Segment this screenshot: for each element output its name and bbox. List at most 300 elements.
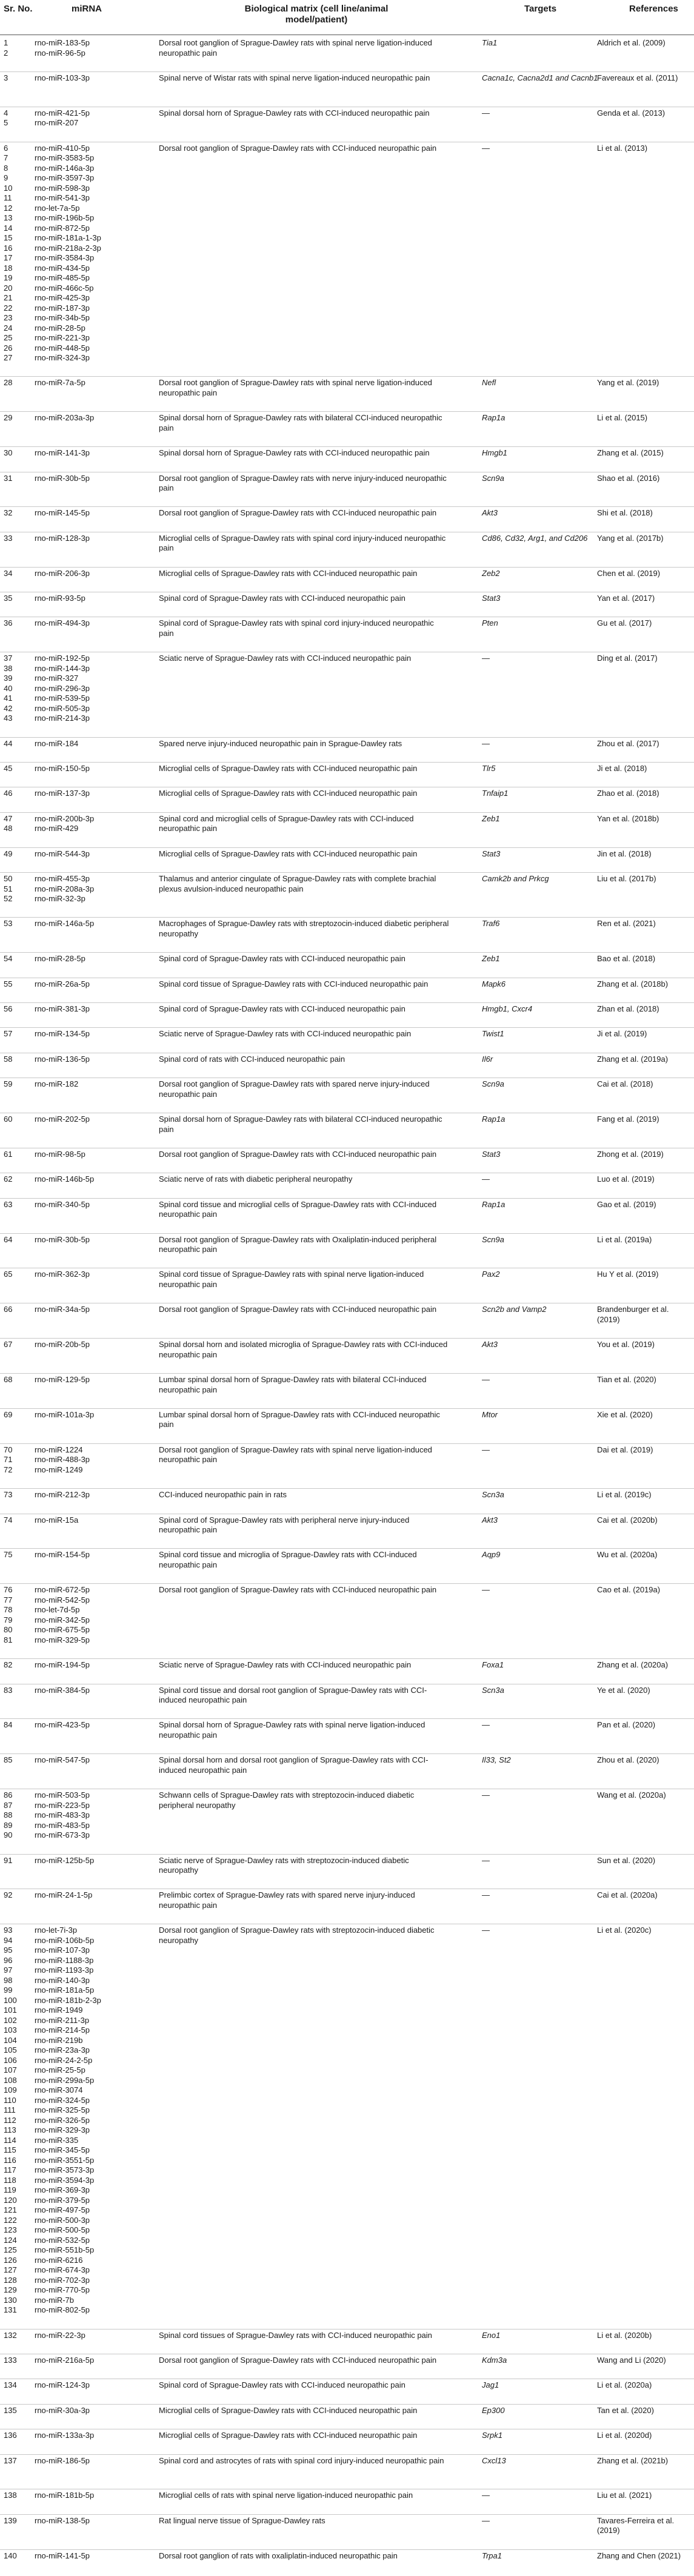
reference-cell <box>597 1585 693 1595</box>
sr-no: 138 <box>4 2491 17 2500</box>
row-divider <box>0 762 694 763</box>
sr-no-cell <box>4 38 34 58</box>
biological-matrix-cell <box>159 1856 450 1876</box>
table-row <box>0 917 694 952</box>
mirna-cell <box>35 954 150 964</box>
sr-no: 127 <box>4 2265 17 2275</box>
sr-no: 2 <box>4 48 8 58</box>
reference-cell <box>597 1174 693 1185</box>
row-divider <box>0 1338 694 1339</box>
reference-text: Hu Y et al. (2019) <box>597 1270 659 1279</box>
sr-no: 12 <box>4 203 13 213</box>
sr-no: 126 <box>4 2255 17 2265</box>
reference-text: Zhang et al. (2018b) <box>597 979 669 988</box>
biological-matrix-text: Sciatic nerve of Sprague-Dawley rats with streptozocin-induced diabetic neuropathy <box>159 1855 409 1875</box>
reference-text: Fang et al. (2019) <box>597 1114 659 1124</box>
biological-matrix-cell <box>159 1375 450 1395</box>
biological-matrix-cell <box>159 144 450 154</box>
mirna-name: rno-miR-296-3p <box>35 683 90 693</box>
table-row <box>0 2489 694 2514</box>
sr-no: 105 <box>4 2045 17 2055</box>
mirna-name: rno-miR-505-3p <box>35 703 90 713</box>
biological-matrix-text: Spinal cord and astrocytes of rats with spinal cord injury-induced neuropathic pain <box>159 2455 444 2465</box>
targets-text: Pten <box>482 618 498 628</box>
mirna-cell <box>35 1150 150 1160</box>
mirna-name: rno-miR-466c-5p <box>35 283 94 293</box>
sr-no-cell <box>4 1235 34 1245</box>
targets-text: Foxa1 <box>482 1660 504 1670</box>
targets-cell <box>482 618 606 629</box>
sr-no: 24 <box>4 323 13 333</box>
sr-no-cell <box>4 1755 34 1766</box>
mirna-name: rno-let-7i-3p <box>35 1925 78 1935</box>
reference-cell <box>597 1150 693 1160</box>
reference-text: Zhan et al. (2018) <box>597 1004 659 1014</box>
reference-text: Li et al. (2013) <box>597 143 648 153</box>
targets-cell <box>482 1755 606 1766</box>
sr-no: 56 <box>4 1004 13 1014</box>
sr-no-cell <box>4 594 34 604</box>
reference-text: Zhong et al. (2019) <box>597 1149 664 1159</box>
reference-text: Li et al. (2020d) <box>597 2431 652 2440</box>
mirna-name: rno-miR-325-5p <box>35 2105 90 2115</box>
targets-text: Scn9a <box>482 1234 504 1244</box>
table-row <box>0 812 694 847</box>
sr-no: 20 <box>4 283 13 293</box>
mirna-name: rno-miR-3573-3p <box>35 2165 95 2175</box>
mirna-name: rno-miR-28-5p <box>35 954 85 964</box>
sr-no: 110 <box>4 2095 16 2105</box>
mirna-cell <box>35 1755 150 1766</box>
targets-cell <box>482 1890 606 1901</box>
biological-matrix-text: Sciatic nerve of Sprague-Dawley rats with CCI-induced neuropathic pain <box>159 1029 412 1039</box>
biological-matrix-text: Spinal dorsal horn and isolated microglia of Sprague-Dawley rats with CCI-induced neuropathic pain <box>159 1340 448 1359</box>
mirna-name: rno-miR-137-3p <box>35 789 90 798</box>
targets-cell <box>482 1150 606 1160</box>
mirna-cell <box>35 979 150 990</box>
sr-no-cell <box>4 1490 34 1500</box>
biological-matrix-cell <box>159 1490 450 1500</box>
sr-no: 39 <box>4 674 13 683</box>
sr-no: 23 <box>4 313 13 323</box>
targets-cell <box>482 1375 606 1385</box>
table-row <box>0 1488 694 1513</box>
sr-no-cell <box>4 2356 34 2366</box>
mirna-name: rno-miR-384-5p <box>35 1685 90 1695</box>
targets-cell <box>482 764 606 774</box>
sr-no: 35 <box>4 594 13 603</box>
mirna-name: rno-miR-326-5p <box>35 2115 90 2125</box>
biological-matrix-text: CCI-induced neuropathic pain in rats <box>159 1490 287 1500</box>
sr-no: 88 <box>4 1810 13 1820</box>
targets-cell <box>482 919 606 929</box>
mirna-name: rno-miR-23a-3p <box>35 2045 90 2055</box>
mirna-name: rno-miR-674-3p <box>35 2265 90 2275</box>
reference-text: Tavares-Ferreira et al. (2019) <box>597 2515 675 2535</box>
targets-text: — <box>482 108 490 118</box>
table-row <box>0 1924 694 2328</box>
targets-text: Twist1 <box>482 1029 504 1039</box>
sr-no: 49 <box>4 849 13 858</box>
sr-no: 22 <box>4 303 13 313</box>
table-row <box>0 1268 694 1303</box>
biological-matrix-text: Sciatic nerve of rats with diabetic peripheral neuropathy <box>159 1174 353 1184</box>
mirna-name: rno-miR-345-5p <box>35 2145 90 2155</box>
sr-no: 17 <box>4 253 13 263</box>
mirna-cell <box>35 1079 150 1090</box>
table-row <box>0 2514 694 2549</box>
reference-cell <box>597 1340 693 1350</box>
mirna-name: rno-miR-34b-5p <box>35 313 90 323</box>
reference-cell <box>597 2431 693 2441</box>
sr-no: 14 <box>4 223 13 233</box>
targets-text: Il6r <box>482 1054 493 1064</box>
sr-no-cell <box>4 1890 34 1901</box>
sr-no: 15 <box>4 233 13 243</box>
targets-text: Scn9a <box>482 473 504 483</box>
mirna-name: rno-miR-541-3p <box>35 193 90 203</box>
sr-no: 87 <box>4 1800 13 1810</box>
sr-no: 52 <box>4 894 13 904</box>
targets-text: — <box>482 1375 490 1385</box>
biological-matrix-text: Thalamus and anterior cingulate of Sprague-Dawley rats with complete brachial plexus avulsion-induced neuropathic pain <box>159 874 436 893</box>
targets-text: Trpa1 <box>482 2551 502 2560</box>
mirna-cell <box>35 1174 150 1185</box>
biological-matrix-text: Microglial cells of Sprague-Dawley rats with CCI-induced neuropathic pain <box>159 849 418 858</box>
biological-matrix-cell <box>159 1004 450 1015</box>
row-divider <box>0 506 694 507</box>
mirna-name: rno-miR-214-3p <box>35 714 90 723</box>
reference-cell <box>597 1755 693 1766</box>
reference-cell <box>597 1790 693 1801</box>
sr-no-cell <box>4 1660 34 1670</box>
reference-cell <box>597 814 693 824</box>
row-divider <box>0 952 694 953</box>
mirna-cell <box>35 874 150 904</box>
reference-cell <box>597 789 693 799</box>
table-row <box>0 1408 694 1443</box>
biological-matrix-cell <box>159 534 450 554</box>
sr-no: 85 <box>4 1755 13 1765</box>
sr-no: 96 <box>4 1955 13 1965</box>
biological-matrix-text: Spinal cord of Sprague-Dawley rats with CCI-induced neuropathic pain <box>159 594 405 603</box>
sr-no: 101 <box>4 2005 17 2015</box>
reference-cell <box>597 1550 693 1560</box>
sr-no-cell <box>4 2331 34 2341</box>
reference-text: Wu et al. (2020a) <box>597 1550 658 1560</box>
mirna-cell <box>35 144 150 363</box>
mirna-name: rno-miR-542-5p <box>35 1595 90 1604</box>
row-divider <box>0 1583 694 1584</box>
sr-no-cell <box>4 1720 34 1730</box>
targets-cell <box>482 954 606 964</box>
mirna-name: rno-miR-207 <box>35 118 79 128</box>
mirna-name: rno-miR-208a-3p <box>35 884 95 893</box>
mirna-name: rno-miR-24-1-5p <box>35 1890 93 1900</box>
biological-matrix-text: Lumbar spinal dorsal horn of Sprague-Dawley rats with bilateral CCI-induced neuropathic pain <box>159 1375 427 1394</box>
sr-no: 104 <box>4 2035 17 2045</box>
mirna-name: rno-miR-203a-3p <box>35 413 95 423</box>
reference-text: Ji et al. (2018) <box>597 764 647 773</box>
mirna-name: rno-miR-30b-5p <box>35 1234 90 1244</box>
biological-matrix-cell <box>159 38 450 58</box>
sr-no: 60 <box>4 1114 13 1124</box>
sr-no: 67 <box>4 1340 13 1349</box>
targets-cell <box>482 73 606 84</box>
reference-cell <box>597 2356 693 2366</box>
reference-text: Yang et al. (2017b) <box>597 533 664 543</box>
sr-no: 18 <box>4 263 13 273</box>
row-divider <box>0 872 694 873</box>
biological-matrix-cell <box>159 1890 450 1910</box>
reference-cell <box>597 1720 693 1730</box>
table-row <box>0 506 694 531</box>
mirna-name: rno-miR-181b-5p <box>35 2491 95 2500</box>
sr-no-cell <box>4 1550 34 1560</box>
biological-matrix-cell <box>159 1925 450 1945</box>
biological-matrix-cell <box>159 413 450 433</box>
biological-matrix-text: Dorsal root ganglion of Sprague-Dawley rats with streptozocin-induced diabetic neuropathy <box>159 1925 435 1945</box>
mirna-name: rno-miR-340-5p <box>35 1199 90 1209</box>
mirna-cell <box>35 1490 150 1500</box>
targets-cell <box>482 1200 606 1210</box>
mirna-name: rno-miR-181a-5p <box>35 1985 95 1995</box>
biological-matrix-text: Dorsal root ganglion of Sprague-Dawley rats with nerve injury-induced neuropathic pain <box>159 473 447 493</box>
sr-no: 140 <box>4 2551 17 2560</box>
mirna-cell <box>35 654 150 724</box>
table-row <box>0 847 694 872</box>
table-row <box>0 1658 694 1683</box>
biological-matrix-text: Dorsal root ganglion of Sprague-Dawley rats with Oxaliplatin-induced peripheral neuropathic pain <box>159 1234 437 1254</box>
reference-cell <box>597 1270 693 1280</box>
mirna-name: rno-miR-7a-5p <box>35 378 85 388</box>
sr-no-cell <box>4 789 34 799</box>
mirna-name: rno-miR-26a-5p <box>35 979 90 988</box>
table-row <box>0 1443 694 1488</box>
sr-no-cell <box>4 2431 34 2441</box>
mirna-cell <box>35 2406 150 2416</box>
mirna-cell <box>35 2380 150 2391</box>
table-row <box>0 737 694 762</box>
targets-cell <box>482 1515 606 1526</box>
row-divider <box>0 1548 694 1549</box>
sr-no-cell <box>4 1340 34 1350</box>
sr-no: 13 <box>4 213 13 223</box>
mirna-name: rno-miR-154-5p <box>35 1550 90 1560</box>
header-biological-matrix: Biological matrix (cell line/animal model/patient) <box>244 4 389 25</box>
sr-no: 124 <box>4 2235 17 2245</box>
row-divider <box>0 1443 694 1444</box>
targets-text: Tia1 <box>482 38 498 47</box>
sr-no: 64 <box>4 1234 13 1244</box>
sr-no-cell <box>4 1029 34 1039</box>
sr-no: 11 <box>4 193 12 203</box>
targets-text: Cacna1c, Cacna2d1 and Cacnb1 <box>482 73 598 82</box>
sr-no-cell <box>4 1925 34 2316</box>
mirna-name: rno-miR-150-5p <box>35 764 90 773</box>
reference-cell <box>597 1890 693 1901</box>
sr-no-cell <box>4 849 34 859</box>
mirna-name: rno-miR-15a <box>35 1515 79 1525</box>
mirna-name: rno-miR-32-3p <box>35 894 85 904</box>
sr-no: 3 <box>4 73 8 82</box>
mirna-name: rno-miR-134-5p <box>35 1029 90 1039</box>
sr-no-cell <box>4 413 34 423</box>
mirna-cell <box>35 2456 150 2466</box>
targets-text: — <box>482 1925 490 1935</box>
mirna-cell <box>35 413 150 423</box>
reference-cell <box>597 618 693 629</box>
reference-cell <box>597 1660 693 1670</box>
table-row <box>0 1789 694 1853</box>
reference-text: Luo et al. (2019) <box>597 1174 655 1184</box>
mirna-name: rno-miR-24-2-5p <box>35 2055 93 2065</box>
sr-no: 30 <box>4 448 13 458</box>
biological-matrix-text: Spinal cord of Sprague-Dawley rats with CCI-induced neuropathic pain <box>159 2380 405 2390</box>
mirna-cell <box>35 1856 150 1866</box>
mirna-cell <box>35 1550 150 1560</box>
sr-no: 119 <box>4 2185 16 2195</box>
table-row <box>0 2329 694 2354</box>
reference-cell <box>597 654 693 664</box>
table-row <box>0 1684 694 1719</box>
biological-matrix-text: Spinal cord of rats with CCI-induced neuropathic pain <box>159 1054 345 1064</box>
table-row <box>0 1583 694 1658</box>
mirna-cell <box>35 1660 150 1670</box>
table-row <box>0 787 694 812</box>
biological-matrix-cell <box>159 2456 450 2466</box>
mirna-cell <box>35 2516 150 2526</box>
targets-text: Stat3 <box>482 1149 501 1159</box>
sr-no: 57 <box>4 1029 13 1039</box>
targets-cell <box>482 38 606 48</box>
row-divider <box>0 1408 694 1409</box>
mirna-name: rno-miR-128-3p <box>35 533 90 543</box>
reference-text: Cai et al. (2018) <box>597 1079 653 1089</box>
biological-matrix-text: Spinal nerve of Wistar rats with spinal nerve ligation-induced neuropathic pain <box>159 73 430 82</box>
sr-no-cell <box>4 618 34 629</box>
reference-text: Li et al. (2015) <box>597 413 648 423</box>
table-row <box>0 2454 694 2489</box>
mirna-name: rno-miR-544-3p <box>35 849 90 858</box>
sr-no: 26 <box>4 343 13 353</box>
reference-text: Yan et al. (2017) <box>597 594 655 603</box>
reference-text: Zhang and Chen (2021) <box>597 2551 681 2560</box>
biological-matrix-cell <box>159 874 450 894</box>
sr-no: 131 <box>4 2305 17 2315</box>
mirna-name: rno-miR-483-5p <box>35 1820 90 1830</box>
row-divider <box>0 71 694 72</box>
reference-text: Li et al. (2020c) <box>597 1925 652 1935</box>
biological-matrix-text: Dorsal root ganglion of Sprague-Dawley rats with spinal nerve ligation-induced neuropathic pain <box>159 1445 432 1465</box>
header-sr-no: Sr. No. <box>4 4 33 14</box>
table-row <box>0 762 694 787</box>
mirna-name: rno-miR-181a-1-3p <box>35 233 101 243</box>
sr-no-cell <box>4 73 34 84</box>
biological-matrix-cell <box>159 378 450 398</box>
sr-no: 40 <box>4 683 13 693</box>
biological-matrix-text: Sciatic nerve of Sprague-Dawley rats with CCI-induced neuropathic pain <box>159 654 412 663</box>
sr-no: 122 <box>4 2215 17 2225</box>
biological-matrix-text: Spinal dorsal horn and dorsal root ganglion of Sprague-Dawley rats with CCI-induced neuropathic pain <box>159 1755 429 1775</box>
mirna-name: rno-miR-28-5p <box>35 323 85 333</box>
mirna-cell <box>35 739 150 749</box>
sr-no: 130 <box>4 2295 17 2305</box>
targets-text: Mapk6 <box>482 979 506 988</box>
mirna-name: rno-miR-3597-3p <box>35 173 95 183</box>
biological-matrix-cell <box>159 814 450 834</box>
targets-cell <box>482 739 606 749</box>
reference-text: You et al. (2019) <box>597 1340 655 1349</box>
sr-no: 5 <box>4 118 8 128</box>
targets-cell <box>482 1305 606 1315</box>
mirna-name: rno-miR-183-5p <box>35 38 90 47</box>
targets-text: Ep300 <box>482 2405 505 2415</box>
mirna-name: rno-miR-107-3p <box>35 1945 90 1955</box>
targets-text: Stat3 <box>482 594 501 603</box>
sr-no: 134 <box>4 2380 17 2390</box>
biological-matrix-text: Dorsal root ganglion of Sprague-Dawley rats with CCI-induced neuropathic pain <box>159 1305 437 1314</box>
sr-no: 41 <box>4 694 13 703</box>
targets-cell <box>482 448 606 459</box>
sr-no: 68 <box>4 1375 13 1385</box>
table-row <box>0 1548 694 1583</box>
sr-no: 118 <box>4 2175 16 2185</box>
biological-matrix-cell <box>159 1235 450 1255</box>
reference-cell <box>597 1079 693 1090</box>
reference-cell <box>597 108 693 119</box>
targets-text: Scn9a <box>482 1079 504 1089</box>
mirna-name: rno-miR-145-5p <box>35 508 90 518</box>
biological-matrix-text: Spinal cord tissue and microglia of Sprague-Dawley rats with CCI-induced neuropathic pain <box>159 1550 417 1569</box>
table-row <box>0 1053 694 1078</box>
mirna-name: rno-miR-675-5p <box>35 1625 90 1635</box>
targets-cell <box>482 1235 606 1245</box>
targets-text: Rap1a <box>482 1114 505 1124</box>
reference-cell <box>597 474 693 484</box>
mirna-name: rno-miR-423-5p <box>35 1720 90 1730</box>
mirna-name: rno-miR-485-5p <box>35 273 90 283</box>
table-row <box>0 1854 694 1889</box>
mirna-name: rno-miR-872-5p <box>35 223 90 233</box>
reference-text: Ding et al. (2017) <box>597 654 658 663</box>
sr-no-cell <box>4 2491 34 2501</box>
reference-text: Shao et al. (2016) <box>597 473 660 483</box>
mirna-name: rno-miR-299a-5p <box>35 2075 95 2085</box>
table-row <box>0 2549 694 2574</box>
sr-no-cell <box>4 1079 34 1090</box>
sr-no: 65 <box>4 1270 13 1279</box>
biological-matrix-text: Lumbar spinal dorsal horn of Sprague-Dawley rats with CCI-induced neuropathic pain <box>159 1409 440 1429</box>
sr-no: 121 <box>4 2205 17 2215</box>
row-divider <box>0 2454 694 2455</box>
mirna-name: rno-miR-1949 <box>35 2005 83 2015</box>
sr-no-cell <box>4 1790 34 1841</box>
sr-no-cell <box>4 874 34 904</box>
sr-no: 113 <box>4 2125 16 2135</box>
biological-matrix-cell <box>159 739 450 749</box>
reference-text: Yan et al. (2018b) <box>597 813 659 823</box>
sr-no-cell <box>4 1150 34 1160</box>
mirna-name: rno-miR-186-5p <box>35 2455 90 2465</box>
mirna-cell <box>35 1235 150 1245</box>
biological-matrix-cell <box>159 2431 450 2441</box>
targets-cell <box>482 1340 606 1350</box>
sr-no: 44 <box>4 738 13 748</box>
sr-no-cell <box>4 2406 34 2416</box>
biological-matrix-cell <box>159 1660 450 1670</box>
row-divider <box>0 737 694 738</box>
